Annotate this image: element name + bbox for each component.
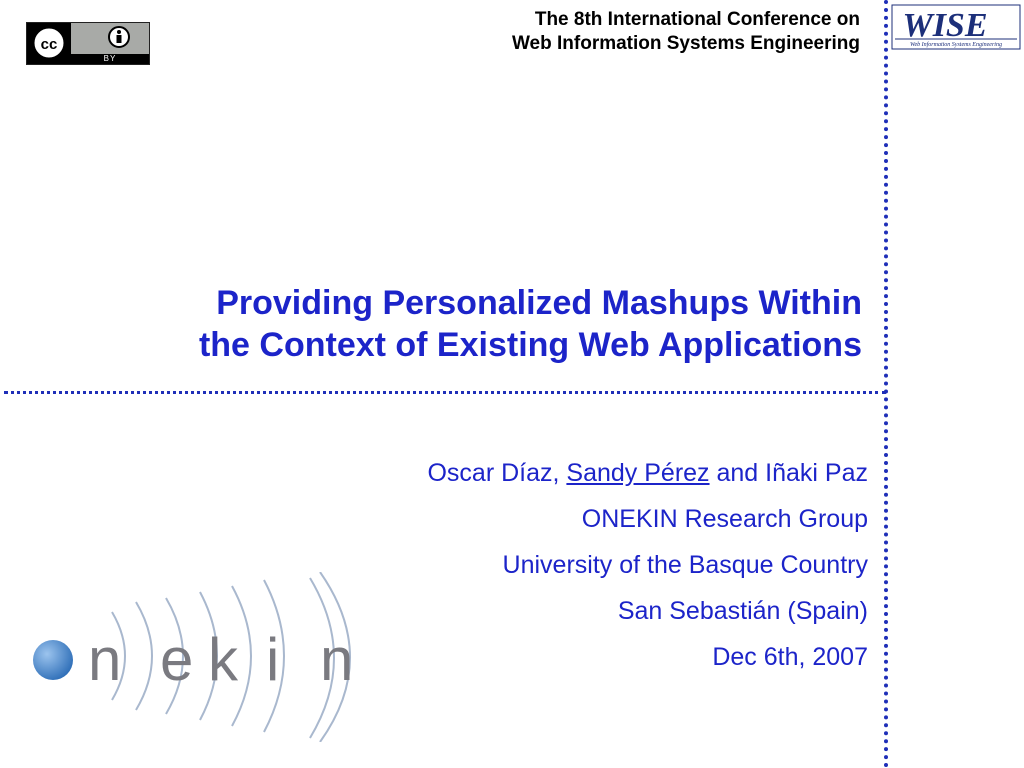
onekin-letter-n1: n (88, 626, 122, 693)
presentation-date: Dec 6th, 2007 (712, 643, 868, 671)
author-1: Oscar Díaz, (427, 459, 560, 487)
svg-text:cc: cc (40, 36, 58, 53)
onekin-letter-k: k (208, 626, 238, 693)
by-label: BY (71, 54, 149, 64)
slide-title-line-2: the Context of Existing Web Applications (198, 326, 862, 364)
onekin-logo-dot (33, 640, 73, 680)
author-2-link[interactable]: Sandy Pérez (566, 459, 710, 487)
author-names (427, 450, 868, 496)
wise-logo (891, 4, 1021, 50)
wise-logo-subtitle: Web Information Systems Engineering (910, 42, 1002, 48)
onekin-letter-n2: n (320, 626, 354, 693)
vertical-dotted-divider (884, 0, 888, 768)
author-3: and Iñaki Paz (716, 459, 868, 487)
creative-commons-icon (29, 25, 69, 62)
location: San Sebastián (Spain) (617, 597, 868, 625)
conference-line-1: The 8th International Conference on (534, 9, 860, 30)
wise-logo-wordmark: WISE (902, 7, 988, 44)
university: University of the Basque Country (502, 551, 868, 579)
onekin-logo (20, 572, 390, 742)
authors-block (427, 450, 868, 680)
onekin-letter-i: i (266, 626, 280, 693)
slide-title-line-1: Providing Personalized Mashups Within (216, 284, 862, 322)
attribution-person-icon (107, 25, 131, 49)
onekin-letter-e: e (160, 626, 194, 693)
conference-name (512, 8, 860, 56)
slide-title (42, 282, 862, 366)
research-group: ONEKIN Research Group (581, 505, 868, 533)
cc-license-badge (26, 22, 150, 65)
conference-line-2: Web Information Systems Engineering (511, 33, 860, 54)
horizontal-dotted-divider (4, 391, 886, 394)
